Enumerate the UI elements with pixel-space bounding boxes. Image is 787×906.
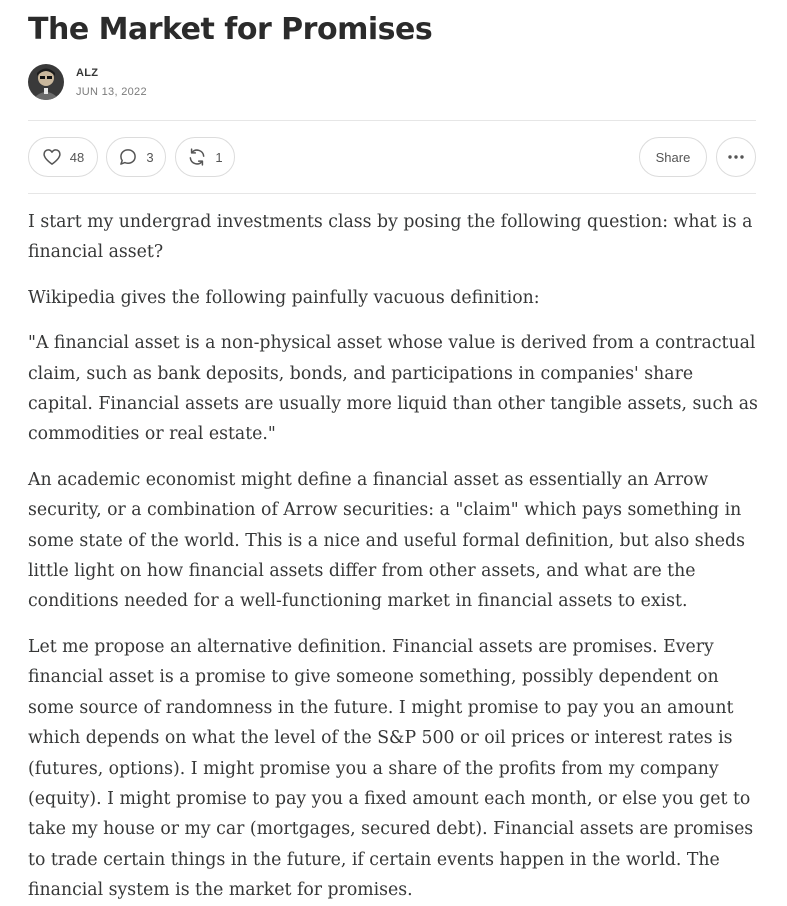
article-paragraph-2: Wikipedia gives the following painfully vacuous definition: [28,287,540,308]
comment-button[interactable] [106,137,166,177]
share-button[interactable]: Share [639,137,707,177]
heart-icon [42,147,62,167]
divider-top [28,120,756,121]
article-paragraph-1: I start my undergrad investments class by posing the following question: what is a financial asset? [28,212,753,263]
article-paragraph-4: An academic economist might define a financial asset as essentially an Arrow security, or a combination of Arrow securities: a "claim" which pays something in some state of the world. This is a nice and useful formal definition, but also sheds little light on how financial assets differ from other assets, and what are the conditions needed for a well-functioning market in financial assets to exist. [28,469,745,612]
post-actions-bar [28,137,756,177]
restack-arrows-icon [187,147,207,167]
post-date: JUN 13, 2022 [76,85,147,98]
byline [28,64,147,100]
author-name[interactable]: ALZ [76,66,99,79]
comment-bubble-icon [118,147,138,167]
ellipsis-icon [728,155,744,159]
article-paragraph-5: Let me propose an alternative definition. Financial assets are promises. Every financial asset is a promise to give someone something, possibly dependent on some source of randomness in the future. I might promise to pay you an amount which depends on what the level of the S&P 500 or oil prices or interest rates is (futures, options). I might promise you a share of the profits from my company (equity). I might promise to pay you a fixed amount each month, or else you get to take my house or my car (mortgages, secured debt). Financial assets are promises to trade certain things in the future, if certain events happen in the world. The financial system is the market for promises. [28,636,754,901]
restack-button[interactable] [175,137,235,177]
article-body [28,207,760,906]
like-count: 48 [69,149,85,165]
post-title: The Market for Promises [28,12,433,47]
like-button[interactable] [28,137,98,177]
divider-bottom [28,193,756,194]
restack-count: 1 [215,149,223,165]
author-avatar[interactable] [28,64,64,100]
article-paragraph-3: "A financial asset is a non-physical asset whose value is derived from a contractual claim, such as bank deposits, bonds, and participations in companies' share capital. Financial assets are usually more liquid than other tangible assets, such as commodities or real estate." [28,333,758,445]
more-options-button[interactable] [716,137,756,177]
comment-count: 3 [146,149,154,165]
